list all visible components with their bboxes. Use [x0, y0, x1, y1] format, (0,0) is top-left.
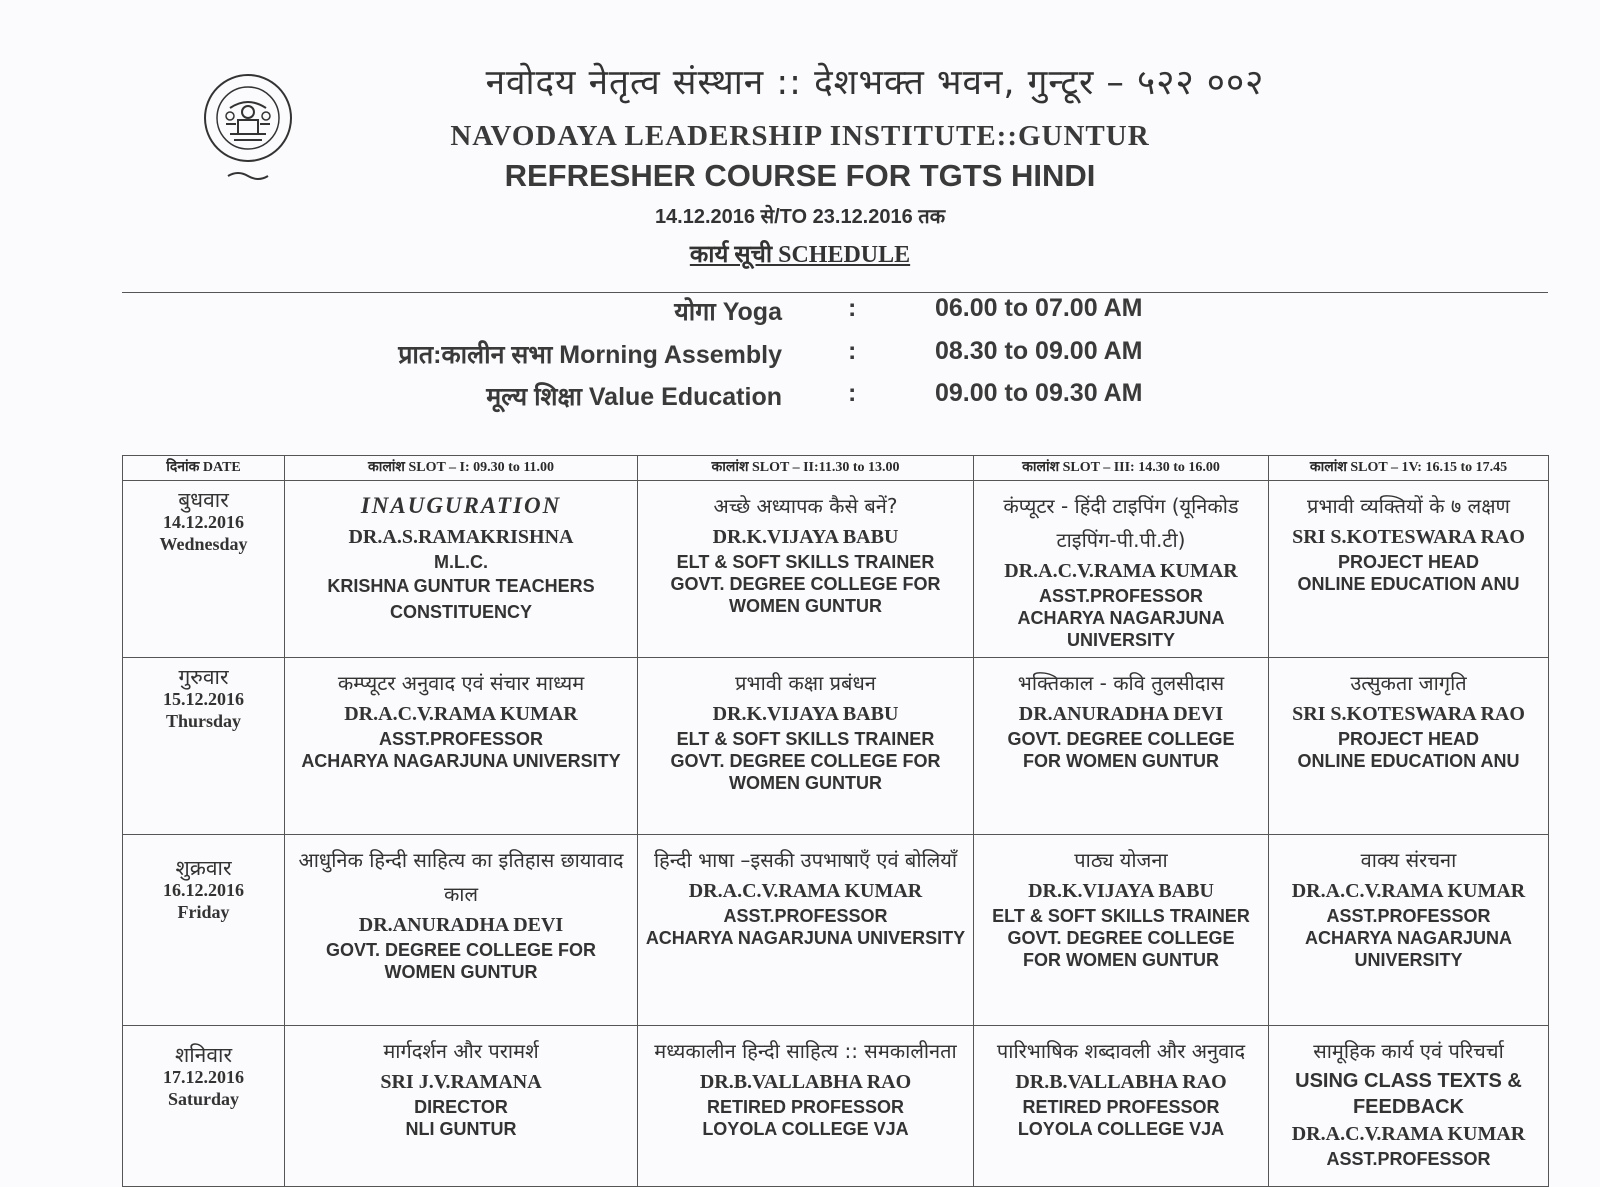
session-speaker: DR.A.C.V.RAMA KUMAR: [344, 703, 578, 725]
session-speaker: DR.K.VIJAYA BABU: [712, 703, 899, 725]
timing-time: 06.00 to 07.00 AM: [935, 294, 1143, 322]
header-hindi-title: नवोदय नेतृत्व संस्थान :: देशभक्त भवन, गुन्टूर – ५२२ ००२: [485, 63, 1265, 103]
session-info: ASST.PROFESSOR: [1326, 1149, 1491, 1169]
header-slot-2: कालांश SLOT – II:11.30 to 13.00: [638, 456, 974, 481]
day-hindi: शुक्रवार: [175, 856, 232, 880]
session-info: ONLINE EDUCATION ANU: [1297, 751, 1520, 771]
session-subtitle: USING CLASS TEXTS & FEEDBACK: [1295, 1070, 1522, 1118]
session-info: PROJECT HEAD: [1337, 729, 1480, 749]
timing-label: योगा Yoga: [674, 298, 782, 326]
table-row: [123, 658, 1549, 835]
session-speaker: DR.A.C.V.RAMA KUMAR: [1004, 560, 1238, 582]
session-cell: [974, 481, 1269, 658]
day-hindi: शनिवार: [174, 1043, 233, 1067]
session-info: GOVT. DEGREE COLLEGE FOR WOMEN GUNTUR: [670, 574, 941, 616]
timing-label: प्रात:कालीन सभा Morning Assembly: [398, 341, 782, 369]
session-info: FOR WOMEN GUNTUR: [1023, 950, 1219, 970]
session-cell: [1269, 835, 1549, 1026]
session-cell: [285, 835, 638, 1026]
session-speaker: DR.ANURADHA DEVI: [358, 914, 564, 936]
session-info: RETIRED PROFESSOR: [706, 1097, 905, 1117]
session-cell: [974, 1026, 1269, 1187]
session-cell: [285, 658, 638, 835]
session-info: M.L.C.: [434, 552, 488, 572]
session-title: हिन्दी भाषा –इसकी उपभाषाएँ एवं बोलियाँ: [653, 848, 958, 872]
session-info: ACHARYA NAGARJUNA UNIVERSITY: [645, 928, 966, 948]
session-cell: [974, 658, 1269, 835]
session-title: कंप्यूटर - हिंदी टाइपिंग (यूनिकोड टाइपिंग-पी.पी.टी): [1003, 494, 1239, 552]
session-info: FOR WOMEN GUNTUR: [1023, 751, 1219, 771]
timing-colon: :: [848, 294, 857, 322]
day-english: Saturday: [167, 1089, 239, 1109]
day-hindi: बुधवार: [178, 488, 229, 512]
session-title: पाठ्य योजना: [1074, 848, 1168, 872]
session-title: INAUGURATION: [360, 493, 562, 518]
session-info: ACHARYA NAGARJUNA UNIVERSITY: [1304, 928, 1513, 970]
session-title: मध्यकालीन हिन्दी साहित्य :: समकालीनता: [654, 1039, 957, 1063]
timing-time: 09.00 to 09.30 AM: [935, 379, 1143, 407]
day-date: 16.12.2016: [163, 880, 244, 900]
session-title: पारिभाषिक शब्दावली और अनुवाद: [996, 1039, 1246, 1063]
day-hindi: गुरुवार: [178, 665, 229, 689]
day-cell: [123, 658, 285, 835]
header-dates: 14.12.2016 से/TO 23.12.2016 तक: [654, 206, 946, 228]
session-speaker: SRI S.KOTESWARA RAO: [1292, 703, 1525, 725]
session-info: NLI GUNTUR: [405, 1119, 517, 1139]
session-cell: [974, 835, 1269, 1026]
session-speaker: DR.K.VIJAYA BABU: [712, 526, 899, 548]
header-date: दिनांक DATE: [123, 456, 285, 481]
session-info: ASST.PROFESSOR: [1326, 906, 1491, 926]
session-cell: [285, 1026, 638, 1187]
session-info: GOVT. DEGREE COLLEGE FOR WOMEN GUNTUR: [325, 940, 597, 982]
session-info: DIRECTOR: [414, 1097, 508, 1117]
session-info: ACHARYA NAGARJUNA UNIVERSITY: [1017, 608, 1225, 650]
session-title: भक्तिकाल - कवि तुलसीदास: [1017, 671, 1225, 695]
navodaya-logo: [200, 68, 296, 193]
day-english: Wednesday: [159, 534, 248, 554]
day-date: 17.12.2016: [163, 1067, 244, 1087]
session-title: कम्प्यूटर अनुवाद एवं संचार माध्यम: [337, 671, 585, 695]
day-cell: [123, 835, 285, 1026]
session-speaker: SRI S.KOTESWARA RAO: [1292, 526, 1525, 548]
session-cell: [285, 481, 638, 658]
header-course: REFRESHER COURSE FOR TGTS HINDI: [504, 158, 1096, 193]
schedule-table: [122, 455, 1549, 1187]
session-speaker: DR.A.C.V.RAMA KUMAR: [1291, 880, 1526, 902]
session-title: प्रभावी व्यक्तियों के ७ लक्षण: [1307, 494, 1510, 518]
session-cell: [1269, 481, 1549, 658]
header-schedule: कार्य सूची SCHEDULE: [689, 242, 911, 268]
session-title: प्रभावी कक्षा प्रबंधन: [735, 671, 876, 695]
session-info: ACHARYA NAGARJUNA UNIVERSITY: [301, 751, 621, 771]
session-speaker: DR.A.C.V.RAMA KUMAR: [1291, 1123, 1526, 1145]
session-speaker: DR.B.VALLABHA RAO: [699, 1071, 912, 1093]
table-row: [123, 1026, 1549, 1187]
session-info: GOVT. DEGREE COLLEGE FOR WOMEN GUNTUR: [670, 751, 941, 793]
day-cell: [123, 1026, 285, 1187]
session-speaker: DR.A.S.RAMAKRISHNA: [348, 526, 574, 548]
day-cell: [123, 481, 285, 658]
day-english: Thursday: [165, 711, 242, 731]
header-slot-4: कालांश SLOT – 1V: 16.15 to 17.45: [1269, 456, 1549, 481]
timing-row: [0, 337, 1600, 377]
session-title: आधुनिक हिन्दी साहित्य का इतिहास छायावाद काल: [298, 848, 624, 906]
session-cell: [1269, 1026, 1549, 1187]
session-info: GOVT. DEGREE COLLEGE: [1007, 729, 1235, 749]
session-info: ASST.PROFESSOR: [1038, 586, 1204, 606]
session-info: RETIRED PROFESSOR: [1022, 1097, 1220, 1117]
session-info: KRISHNA GUNTUR TEACHERS CONSTITUENCY: [327, 576, 595, 622]
session-info: LOYOLA COLLEGE VJA: [1017, 1119, 1225, 1139]
session-speaker: DR.B.VALLABHA RAO: [1015, 1071, 1227, 1093]
session-info: ONLINE EDUCATION ANU: [1297, 574, 1520, 594]
session-cell: [1269, 658, 1549, 835]
timing-row: [0, 379, 1600, 419]
session-info: ASST.PROFESSOR: [723, 906, 888, 926]
session-speaker: DR.A.C.V.RAMA KUMAR: [688, 880, 923, 902]
table-header-row: [123, 456, 1549, 481]
timing-colon: :: [848, 337, 857, 365]
session-cell: [638, 658, 974, 835]
header-slot-1: कालांश SLOT – I: 09.30 to 11.00: [285, 456, 638, 481]
session-info: ASST.PROFESSOR: [378, 729, 544, 749]
session-cell: [638, 1026, 974, 1187]
header-divider: [122, 292, 1548, 293]
timing-colon: :: [848, 379, 857, 407]
day-date: 15.12.2016: [163, 689, 244, 709]
session-info: ELT & SOFT SKILLS TRAINER: [676, 552, 935, 572]
session-info: LOYOLA COLLEGE VJA: [702, 1119, 909, 1139]
session-cell: [638, 481, 974, 658]
session-title: उत्सुकता जागृति: [1350, 671, 1467, 695]
table-row: [123, 481, 1549, 658]
session-info: GOVT. DEGREE COLLEGE: [1007, 928, 1235, 948]
session-speaker: SRI J.V.RAMANA: [380, 1071, 542, 1093]
header-institute: NAVODAYA LEADERSHIP INSTITUTE::GUNTUR: [450, 120, 1150, 152]
day-date: 14.12.2016: [163, 512, 244, 532]
session-title: सामूहिक कार्य एवं परिचर्चा: [1313, 1039, 1504, 1063]
day-english: Friday: [177, 902, 230, 922]
session-title: वाक्य संरचना: [1360, 848, 1457, 872]
session-title: मार्गदर्शन और परामर्श: [383, 1039, 539, 1063]
timing-label: मूल्य शिक्षा Value Education: [486, 383, 782, 411]
timing-row: [0, 294, 1600, 334]
session-title: अच्छे अध्यापक कैसे बनें?: [713, 494, 898, 518]
session-info: ELT & SOFT SKILLS TRAINER: [676, 729, 935, 749]
timing-time: 08.30 to 09.00 AM: [935, 337, 1143, 365]
session-speaker: DR.K.VIJAYA BABU: [1028, 880, 1214, 902]
session-info: ELT & SOFT SKILLS TRAINER: [992, 906, 1250, 926]
table-row: [123, 835, 1549, 1026]
session-cell: [638, 835, 974, 1026]
session-speaker: DR.ANURADHA DEVI: [1018, 703, 1224, 725]
header-slot-3: कालांश SLOT – III: 14.30 to 16.00: [974, 456, 1269, 481]
session-info: PROJECT HEAD: [1337, 552, 1480, 572]
